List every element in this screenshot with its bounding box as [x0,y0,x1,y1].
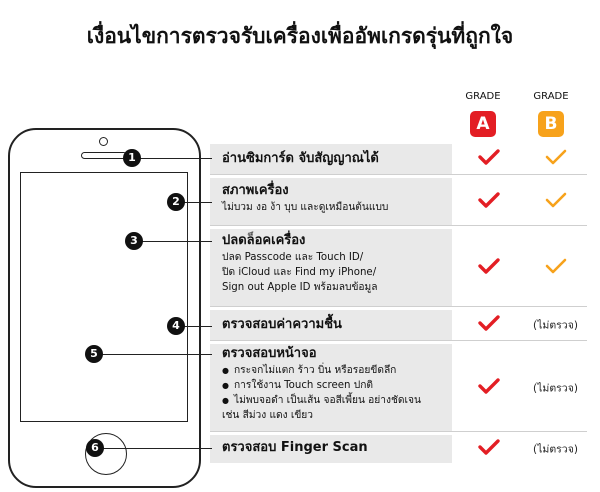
front-camera-icon [99,137,108,146]
condition-desc [210,178,452,225]
condition-row-5 [210,344,587,432]
page-title: เงื่อนไขการตรวจรับเครื่องเพื่ออัพเกรดรุ่นที่ถูกใจ [86,24,514,48]
grade-b-cell [524,144,587,174]
grade-a-cell [457,144,520,174]
phone-illustration [8,128,201,488]
grade-b-label: GRADE [533,91,569,102]
grade-a-cell [457,344,520,431]
grade-a-cell [457,310,520,340]
condition-bullet: ● กระจกไม่แตก ร้าว บิ่น หรือรอยขีดลึก [222,363,452,378]
condition-row-1 [210,144,587,175]
condition-heading: อ่านซิมการ์ด จับสัญญาณได้ [222,151,379,166]
leader-line-6 [96,448,212,449]
badge-4: 4 [167,317,185,335]
condition-heading: สภาพเครื่อง [222,183,289,198]
grade-a-badge: A [470,111,496,137]
condition-heading: ตรวจสอบค่าความชื้น [222,317,342,332]
grade-b-cell [524,229,587,306]
condition-desc [210,344,452,431]
condition-desc [210,229,452,306]
condition-line: ปิด iCloud และ Find my iPhone/ [222,267,377,278]
condition-row-2 [210,178,587,226]
grade-a-cell [457,178,520,225]
not-checked-label: (ไม่ตรวจ) [533,443,578,456]
grade-b-cell [524,178,587,225]
speaker-icon [81,152,127,159]
leader-line-3 [134,241,212,242]
grade-b-cell [524,310,587,340]
condition-bullet: ● การใช้งาน Touch screen ปกติ [222,378,452,393]
badge-3: 3 [125,232,143,250]
condition-row-4 [210,310,587,341]
condition-heading: ตรวจสอบ Finger Scan [222,440,368,455]
grade-a-cell [457,229,520,306]
condition-line: ไม่บวม งอ ง้า บุบ และดูเหมือนต้นแบบ [222,202,389,213]
badge-1: 1 [123,149,141,167]
check-icon [544,147,568,171]
condition-heading: ตรวจสอบหน้าจอ [222,346,317,361]
condition-bullet: ● ไม่พบจอดำ เป็นเส้น จอสีเพี้ยน อย่างชัดเจน [222,393,452,408]
not-checked-label: (ไม่ตรวจ) [533,319,578,332]
condition-row-3 [210,229,587,307]
grade-b-cell [524,435,587,463]
check-icon [477,256,501,280]
check-icon [477,147,501,171]
phone-screen [20,172,188,422]
condition-line: เช่น สีม่วง แดง เขียว [222,410,313,421]
condition-line: ปลด Passcode และ Touch ID/ [222,252,364,263]
condition-row-6 [210,435,587,463]
condition-heading: ปลดล็อคเครื่อง [222,233,306,248]
condition-line: Sign out Apple ID พร้อมลบข้อมูล [222,282,378,293]
badge-2: 2 [167,193,185,211]
grade-a-cell [457,435,520,463]
check-icon [477,313,501,337]
condition-desc [210,435,452,463]
not-checked-label: (ไม่ตรวจ) [533,382,578,394]
condition-desc [210,310,452,340]
condition-desc [210,144,452,174]
check-icon [544,190,568,214]
grade-b-badge: B [538,111,564,137]
leader-line-5 [94,354,212,355]
check-icon [477,190,501,214]
check-icon [477,376,501,400]
leader-line-1 [132,158,212,159]
badge-6: 6 [86,439,104,457]
check-icon [544,256,568,280]
badge-5: 5 [85,345,103,363]
grade-a-label: GRADE [465,91,501,102]
check-icon [477,437,501,461]
grade-b-cell [524,344,587,431]
